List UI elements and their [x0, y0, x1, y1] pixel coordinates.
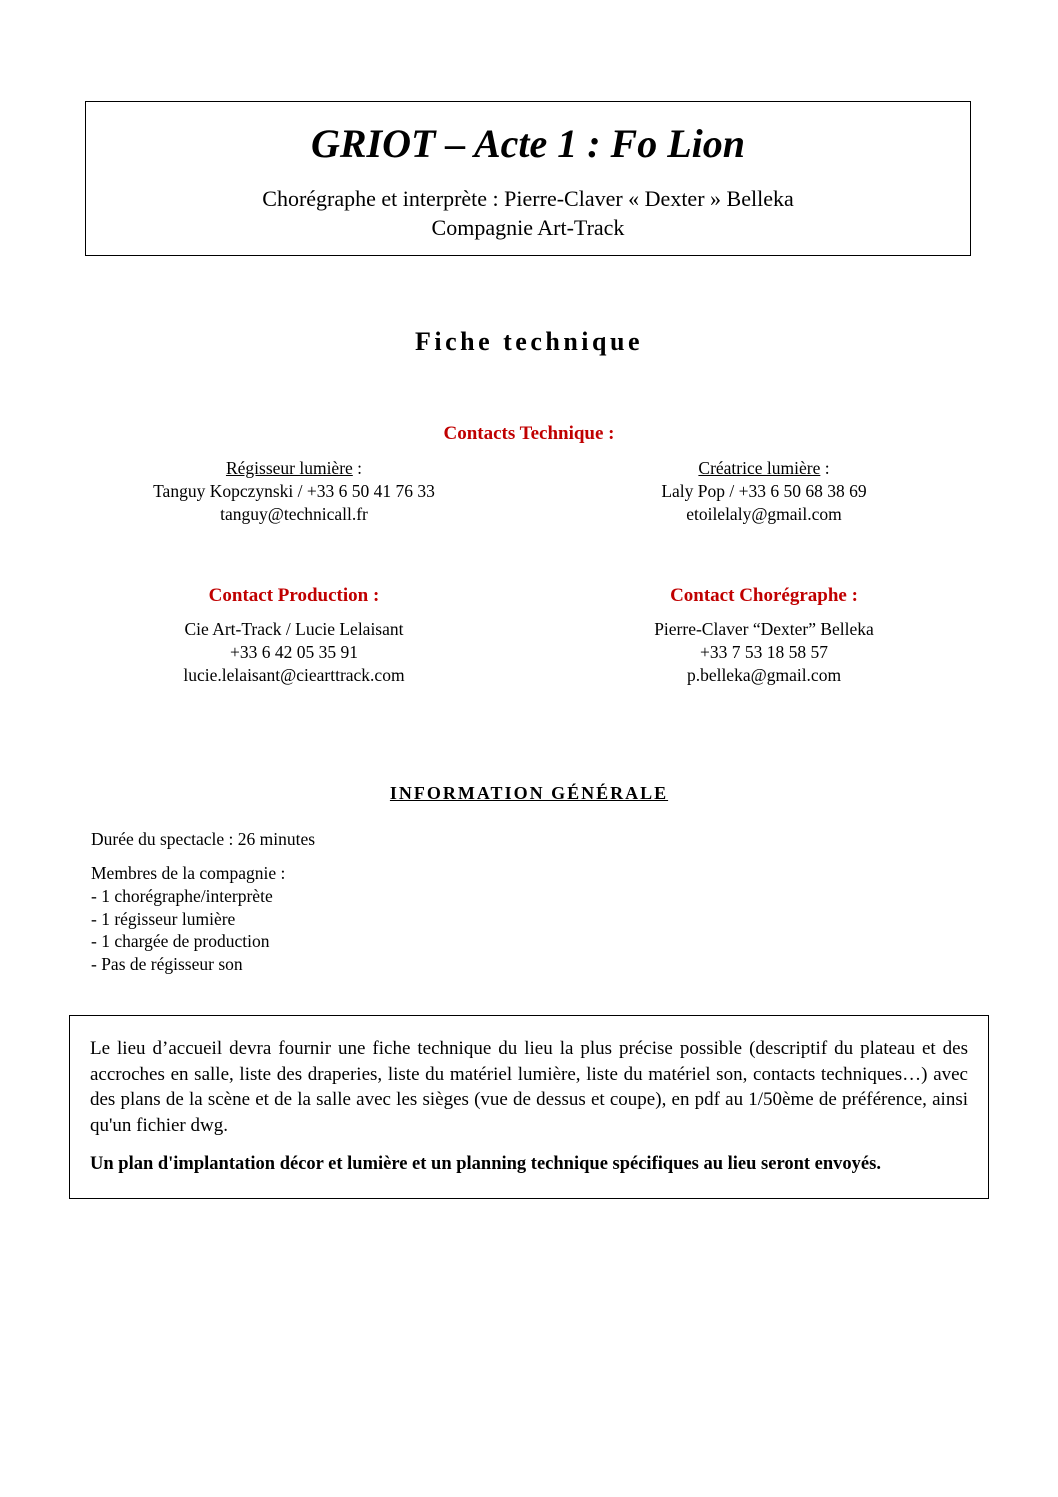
venue-requirements-box: [69, 1015, 989, 1199]
show-duration: Durée du spectacle : 26 minutes: [91, 829, 316, 849]
production-name: Cie Art-Track / Lucie Lelaisant: [184, 619, 404, 639]
contacts-technique-heading: Contacts Technique :: [443, 423, 615, 444]
list-item: - 1 régisseur lumière: [91, 908, 236, 929]
lighting-designer-contact: Créatrice lumière : Laly Pop / +33 6 50 68 38 69 etoilelaly@gmail.com: [564, 457, 964, 526]
contact-production-heading: Contact Production :: [208, 585, 380, 606]
list-item: - Pas de régisseur son: [91, 954, 243, 975]
lighting-manager-name-phone: Tanguy Kopczynski / +33 6 50 41 76 33: [153, 481, 435, 501]
show-title: GRIOT – Acte 1 : Fo Lion: [310, 121, 746, 166]
lighting-manager-email: tanguy@technicall.fr: [220, 504, 368, 524]
list-item: - 1 chorégraphe/interprète: [91, 885, 273, 906]
page-title: Fiche technique: [415, 327, 643, 356]
company-members: [91, 862, 285, 976]
lighting-manager-role: Régisseur lumière: [225, 458, 353, 478]
lighting-designer-role: Créatrice lumière: [698, 458, 821, 478]
venue-plan-notice: Un plan d'implantation décor et lumière et un planning technique spécifiques au lieu seront envoyés.: [90, 1154, 881, 1174]
choreographer-name: Pierre-Claver “Dexter” Belleka: [654, 619, 874, 639]
production-email: lucie.lelaisant@ciearttrack.com: [183, 665, 405, 685]
choreographer-phone: +33 7 53 18 58 57: [700, 642, 828, 662]
list-item: - 1 chargée de production: [91, 931, 270, 952]
production-phone: +33 6 42 05 35 91: [230, 642, 358, 662]
venue-requirements-text: Le lieu d’accueil devra fournir une fiche technique du lieu la plus précise possible (descriptif du plateau et des accroches en salle, liste des draperies, liste du matériel lumière, liste du matériel son, contacts techniques…) avec des plans de la scène et de la salle avec les sièges (vue de dessus et coupe), en pdf au 1/50ème de préférence, ainsi qu'un fichier dwg.: [90, 1038, 968, 1136]
info-generale-heading: INFORMATION GÉNÉRALE: [389, 783, 669, 803]
title-box: [85, 101, 971, 256]
lighting-designer-name-phone: Laly Pop / +33 6 50 68 38 69: [661, 481, 867, 501]
choreographer-line: Chorégraphe et interprète : Pierre-Claver « Dexter » Belleka: [262, 186, 794, 211]
members-label: Membres de la compagnie :: [91, 863, 286, 883]
lighting-manager-contact: Régisseur lumière : Tanguy Kopczynski / +33 6 50 41 76 33 tanguy@technicall.fr: [94, 457, 494, 526]
choreographer-contact: [564, 618, 964, 687]
choreographer-email: p.belleka@gmail.com: [686, 665, 842, 685]
contact-choregraphe-heading: Contact Chorégraphe :: [670, 585, 858, 606]
lighting-designer-email: etoilelaly@gmail.com: [686, 504, 842, 524]
company-line: Compagnie Art-Track: [431, 215, 625, 240]
production-contact: [94, 618, 494, 687]
